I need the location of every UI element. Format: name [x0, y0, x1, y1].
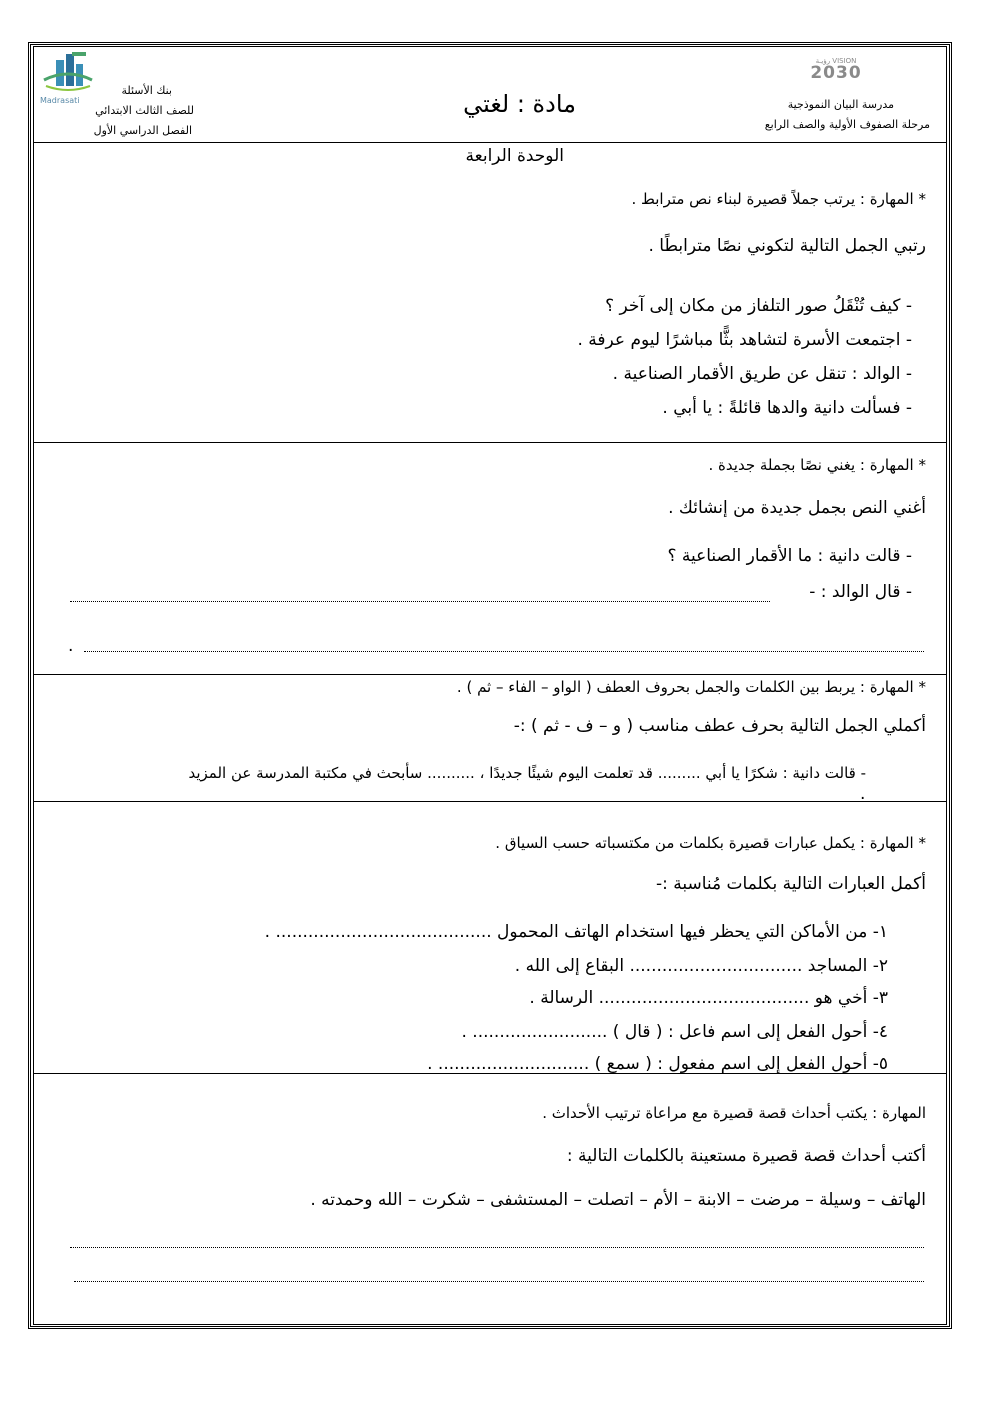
section4-instruction: أكمل العبارات التالية بكلمات مُناسبة :-	[655, 874, 926, 894]
section4-item: ٣- أخي هو ....................................... الرسالة .	[529, 988, 888, 1008]
section4-skill: * المهارة : يكمل عبارات قصيرة بكلمات من مكتسباته حسب السياق .	[495, 834, 926, 852]
section4-item: ٤- أحول الفعل إلى اسم فاعل : ( قال ) ......................... .	[461, 1022, 888, 1042]
section1-item: - اجتمعت الأسرة لتشاهد بثًّا مباشرًا ليوم عرفة .	[577, 330, 912, 350]
section2-skill: * المهارة : يغني نصًا بجملة جديدة .	[708, 456, 926, 474]
madrasati-logo	[38, 50, 98, 100]
section3-instruction: أكملي الجمل التالية بحرف عطف مناسب ( و – ف - ثم ) :-	[513, 716, 926, 736]
section5-skill: المهارة : يكتب أحداث قصة قصيرة مع مراعاة ترتيب الأحداث .	[542, 1104, 926, 1122]
divider-header	[33, 142, 947, 143]
unit-title: الوحدة الرابعة	[465, 146, 564, 166]
answer-line[interactable]	[84, 651, 924, 652]
school-name: مدرسة البيان النموذجية	[787, 98, 894, 111]
vision-2030-logo	[808, 58, 864, 94]
answer-line[interactable]	[70, 601, 770, 602]
section2-item: - قالت دانية : ما الأقمار الصناعية ؟	[667, 546, 912, 566]
school-stage: مرحلة الصفوف الأولية والصف الرابع	[764, 118, 930, 131]
section4-item: ٢- المساجد ................................ البقاع إلى الله .	[514, 956, 888, 976]
section2-end-mark: .	[68, 636, 74, 656]
header-grade: للصف الثالث الابتدائي	[95, 104, 194, 117]
section1-item: - كيف تُنْقَلُ صور التلفاز من مكان إلى آخر ؟	[605, 296, 912, 316]
section4-item: ٥- أحول الفعل إلى اسم مفعول : ( سمع ) ............................ .	[427, 1054, 888, 1074]
section4-item: ١- من الأماكن التي يحظر فيها استخدام الهاتف المحمول ........................................ .	[264, 922, 888, 942]
section3-sentence: - قالت دانية : شكرًا يا أبي ......... قد تعلمت اليوم شيئًا جديدًا ، .......... سأبحث في مكتبة المدرسة عن المزيد	[188, 764, 866, 782]
section1-skill: * المهارة : يرتب جملاً قصيرة لبناء نص مترابط .	[631, 190, 926, 208]
vision-year: 2030	[810, 63, 862, 83]
logo-caption: Madrasati	[40, 96, 80, 105]
answer-line[interactable]	[74, 1281, 924, 1282]
header-semester: الفصل الدراسي الأول	[93, 124, 192, 137]
divider-section1	[33, 442, 947, 443]
section1-instruction: رتبي الجمل التالية لتكوني نصًا مترابطًا .	[648, 236, 926, 256]
section3-skill: * المهارة : يربط بين الكلمات والجمل بحروف العطف ( الواو – الفاء – ثم ) .	[456, 678, 926, 696]
section1-item: - الوالد : تنقل عن طريق الأقمار الصناعية .	[612, 364, 912, 384]
answer-line[interactable]	[70, 1247, 924, 1248]
header-question-bank: بنك الأسئلة	[121, 84, 172, 97]
section3-end-mark: .	[860, 784, 866, 804]
subject-title: مادة : لغتي	[463, 90, 576, 118]
section5-instruction: أكتب أحداث قصة قصيرة مستعينة بالكلمات التالية :	[566, 1146, 926, 1166]
section2-item: - قال الوالد : -	[809, 582, 912, 602]
vision-label: رؤيـة VISION	[815, 57, 857, 65]
section1-item: - فسألت دانية والدها قائلةً : يا أبي .	[662, 398, 912, 418]
divider-section2	[33, 674, 947, 675]
section2-instruction: أغني النص بجمل جديدة من إنشائك .	[668, 498, 926, 518]
section5-words: الهاتف – وسيلة – مرضت – الابنة – الأم – اتصلت – المستشفى – شكرت – الله وحمدته .	[310, 1190, 926, 1210]
divider-section3	[33, 801, 947, 802]
